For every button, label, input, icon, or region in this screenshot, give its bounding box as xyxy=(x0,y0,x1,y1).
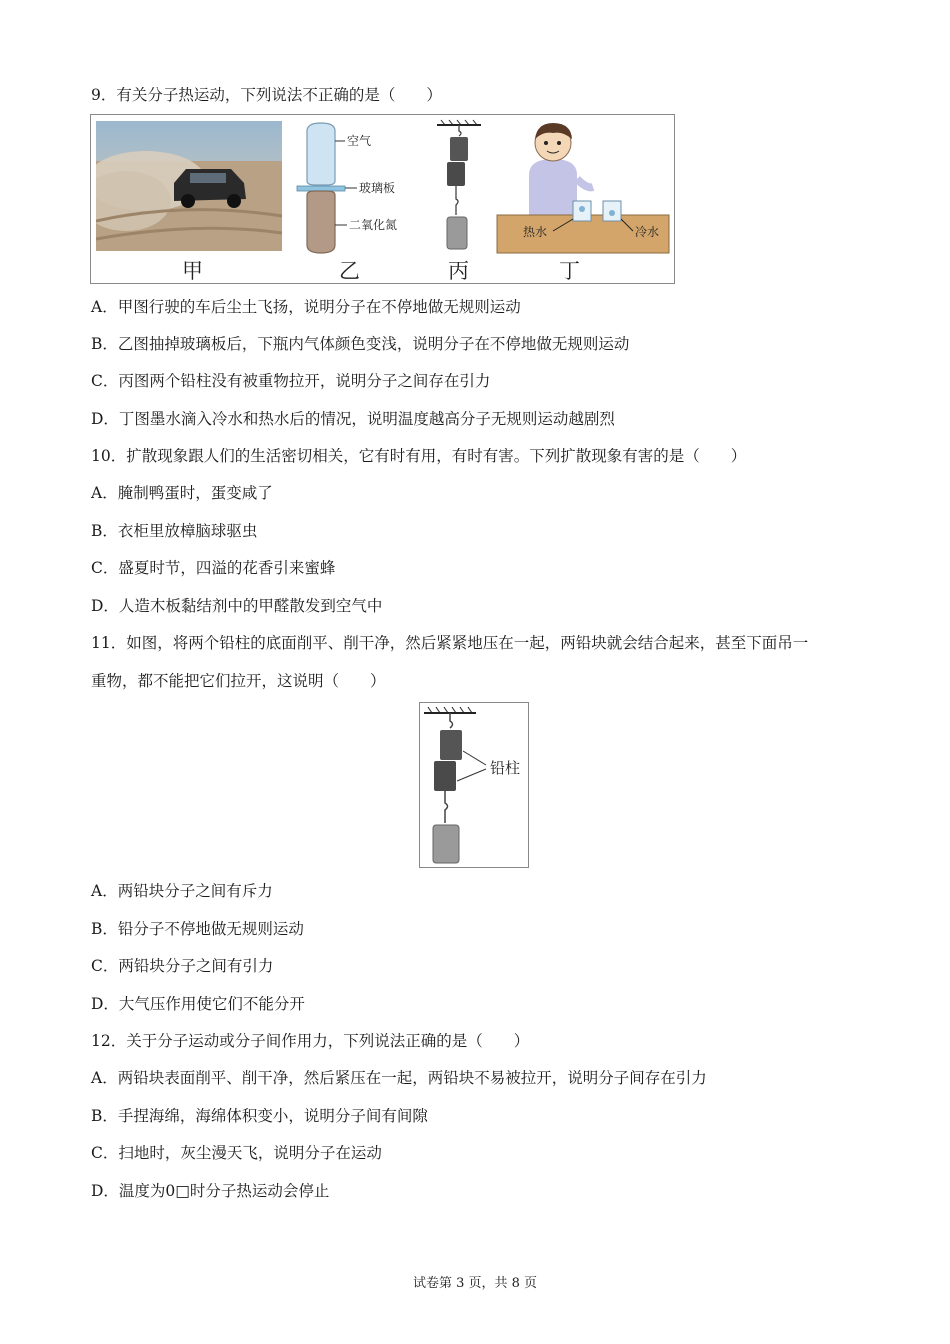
caption-yi: 乙 xyxy=(339,259,360,283)
q11-stem-line1: 11．如图，将两个铅柱的底面削平、削干净，然后紧紧地压在一起，两铅块就会结合起来，甚至下面吊一 xyxy=(91,634,809,652)
gas-jars-diagram xyxy=(291,119,421,254)
label-hot-water: 热水 xyxy=(523,225,548,239)
q10-option-d: D．人造木板黏结剂中的甲醛散发到空气中 xyxy=(91,597,383,615)
caption-bing: 丙 xyxy=(448,259,469,283)
q11-stem-line2: 重物，都不能把它们拉开，这说明（ ） xyxy=(91,672,386,690)
q11-option-c: C．两铅块分子之间有引力 xyxy=(91,957,274,975)
label-cold-water: 冷水 xyxy=(635,225,660,239)
label-no2: 二氧化氮 xyxy=(349,218,398,232)
q11-option-d: D．大气压作用使它们不能分开 xyxy=(91,995,305,1013)
q12-stem: 12．关于分子运动或分子间作用力，下列说法正确的是（ ） xyxy=(91,1032,530,1050)
page-footer: 试卷第 3 页，共 8 页 xyxy=(412,1276,538,1291)
q9-option-b: B．乙图抽掉玻璃板后，下瓶内气体颜色变浅，说明分子在不停地做无规则运动 xyxy=(91,335,630,353)
boy-ink-water-diagram xyxy=(493,119,671,254)
q12-option-c: C．扫地时，灰尘漫天飞，说明分子在运动 xyxy=(91,1144,382,1162)
q12-option-d: D．温度为0□时分子热运动会停止 xyxy=(91,1182,330,1200)
label-glass-plate: 玻璃板 xyxy=(359,181,396,195)
q9-option-c: C．丙图两个铅柱没有被重物拉开，说明分子之间存在引力 xyxy=(91,372,491,390)
q10-option-b: B．衣柜里放樟脑球驱虫 xyxy=(91,522,258,540)
lead-cylinders-large-diagram xyxy=(420,703,528,867)
caption-jia: 甲 xyxy=(182,259,203,283)
q12-option-b: B．手捏海绵，海绵体积变小，说明分子间有间隙 xyxy=(91,1107,428,1125)
q9-option-a: A．甲图行驶的车后尘土飞扬，说明分子在不停地做无规则运动 xyxy=(91,298,521,316)
q11-figure xyxy=(419,702,529,868)
q10-option-c: C．盛夏时节，四溢的花香引来蜜蜂 xyxy=(91,559,336,577)
q9-figure xyxy=(90,114,675,284)
q11-option-a: A．两铅块分子之间有斥力 xyxy=(91,882,273,900)
q12-option-a: A．两铅块表面削平、削干净，然后紧压在一起，两铅块不易被拉开，说明分子间存在引力 xyxy=(91,1069,707,1087)
q10-option-a: A．腌制鸭蛋时，蛋变咸了 xyxy=(91,484,273,502)
label-air: 空气 xyxy=(347,134,372,148)
q11-option-b: B．铅分子不停地做无规则运动 xyxy=(91,920,304,938)
q9-option-d: D．丁图墨水滴入冷水和热水后的情况，说明温度越高分子无规则运动越剧烈 xyxy=(91,410,615,428)
label-lead-cylinder: 铅柱 xyxy=(490,759,521,777)
lead-cylinders-diagram xyxy=(433,119,487,254)
caption-ding: 丁 xyxy=(559,259,580,283)
q10-stem: 10．扩散现象跟人们的生活密切相关，它有时有用，有时有害。下列扩散现象有害的是（ ） xyxy=(91,447,747,465)
q9-stem: 9．有关分子热运动，下列说法不正确的是（ ） xyxy=(91,86,442,104)
car-dust-photo xyxy=(96,121,282,251)
